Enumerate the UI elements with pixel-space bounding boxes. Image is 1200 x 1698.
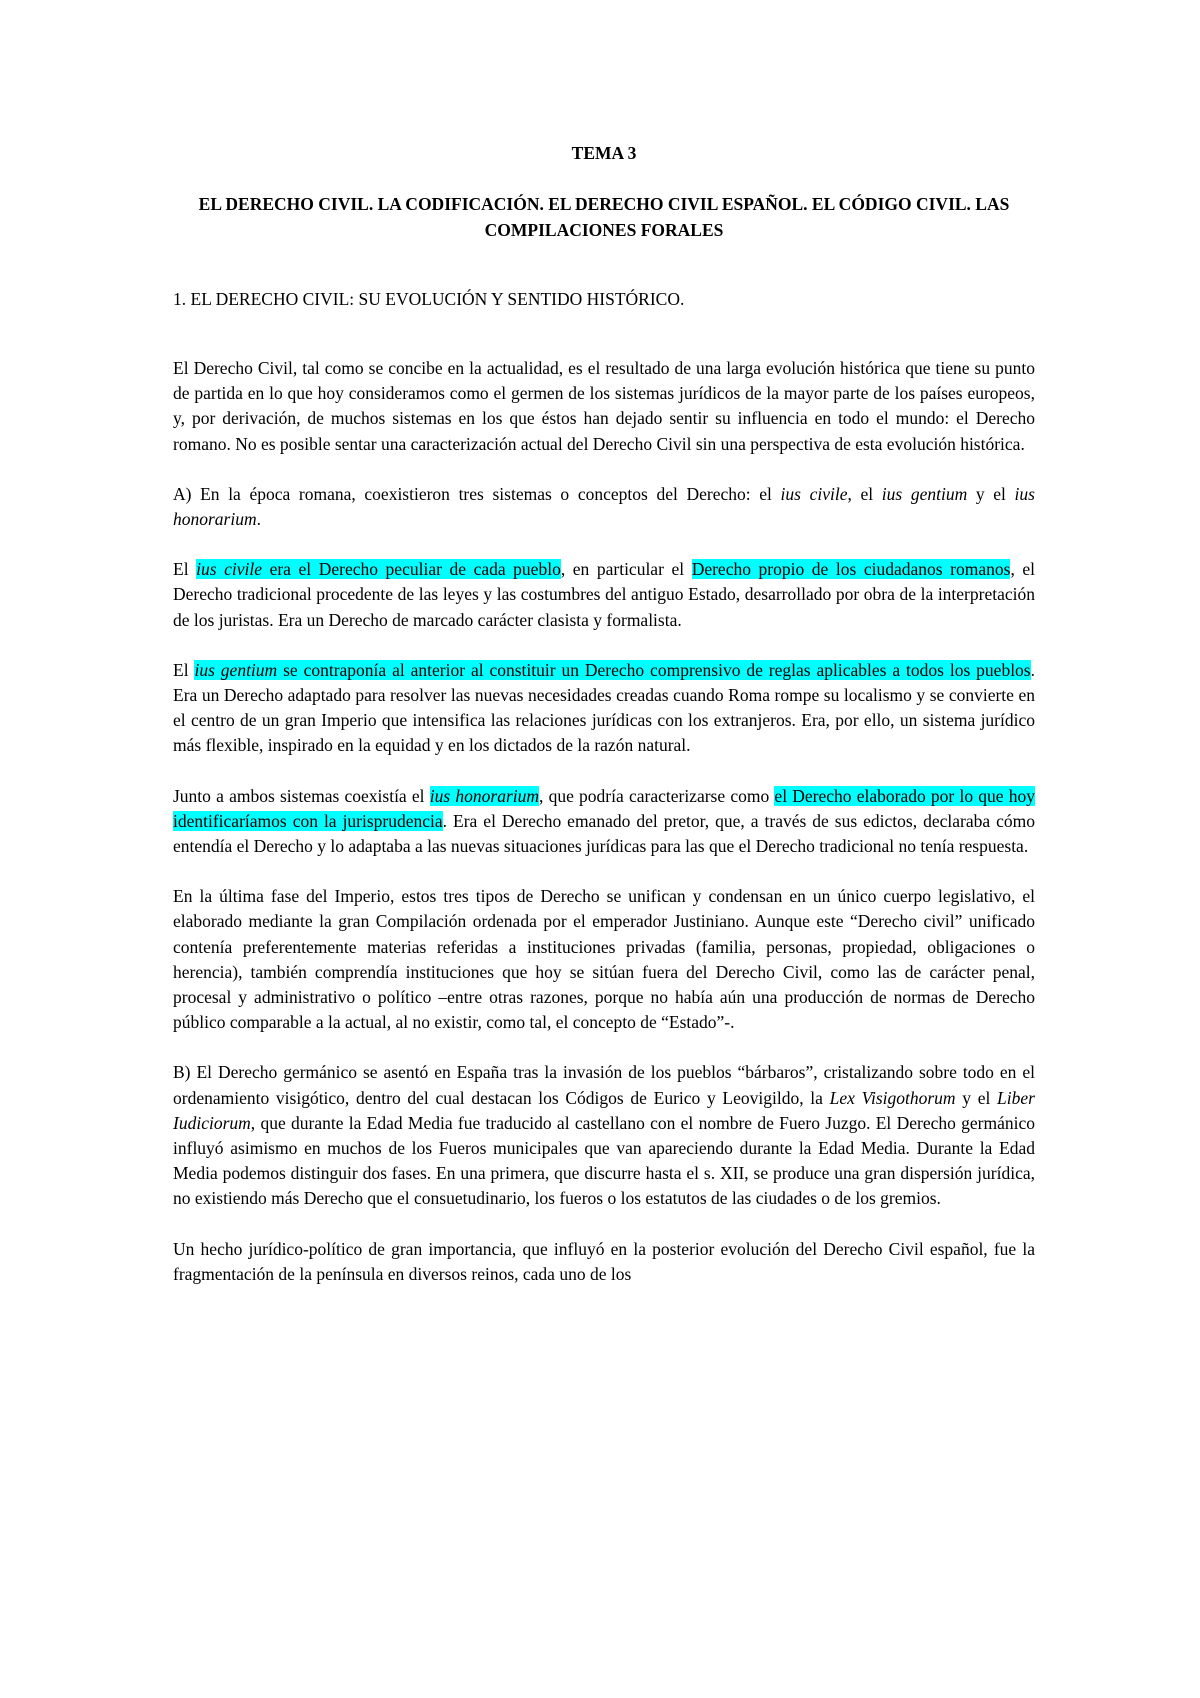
text-run: , el Derecho tradicional procedente de las leyes y las costumbres del antiguo Estado, desarrollado por obra de la interpretación de los juristas. Era un Derecho de marcado carácter clasista y formalista. (173, 559, 1036, 630)
text-run: Junto a ambos sistemas coexistía el (173, 785, 430, 806)
highlight: Derecho propio de los ciudadanos romanos (691, 559, 1011, 580)
paragraph-ius-honorarium (173, 784, 1035, 860)
text-run: era el Derecho peculiar de cada pueblo (262, 559, 561, 580)
highlight (194, 660, 1030, 680)
paragraph-germanic-law (173, 1060, 1035, 1211)
text-run: B) El Derecho germánico se asentó en España tras la invasión de los pueblos “bárbaros”, cristalizando sobre todo en el ordenamiento visigótico, dentro del cual destacan los Códigos de Eurico y Leovigildo, la (173, 1062, 1035, 1108)
highlight: el Derecho elaborado por lo que hoy identificaríamos con la jurisprudencia (173, 785, 1035, 831)
document-content (173, 140, 1035, 1287)
section-heading: 1. EL DERECHO CIVIL: SU EVOLUCIÓN Y SENTIDO HISTÓRICO. (173, 289, 685, 309)
tema-heading: TEMA 3 (571, 143, 637, 163)
text-run: El (173, 659, 195, 680)
text-run: . Era un Derecho adaptado para resolver las nuevas necesidades creadas cuando Roma rompe su localismo y se convierte en el centro de un gran Imperio que intensifica las relaciones jurídicas con los extranjeros. Era, por ello, un sistema jurídico más flexible, inspirado en la equidad y en los dictados de la razón natural. (173, 659, 1035, 756)
text-run: , que podría caracterizarse como (539, 785, 775, 806)
italic-term: ius gentium (881, 483, 968, 504)
text-run: . (256, 509, 261, 530)
text-run: y el (955, 1087, 998, 1108)
paragraph-intro: El Derecho Civil, tal como se concibe en la actualidad, es el resultado de una larga evolución histórica que tiene su punto de partida en lo que hoy consideramos como el germen de los sistemas jurídicos de la mayor parte de los países europeos, y, por derivación, de muchos sistemas en los que éstos han dejado sentir su influencia en todo el mundo: el Derecho romano. No es posible sentar una caracterización actual del Derecho Civil sin una perspectiva de esta evolución histórica. (173, 358, 1035, 454)
italic-term: Lex Visigothorum (829, 1087, 956, 1108)
text-run: , el (847, 483, 882, 504)
highlight (196, 559, 561, 579)
italic-term: Liber Iudiciorum (173, 1087, 1035, 1133)
paragraph-ius-gentium (173, 658, 1035, 759)
paragraph-fragmentation: Un hecho jurídico-político de gran importancia, que influyó en la posterior evolución del Derecho Civil español, fue la fragmentación de la península en diversos reinos, cada uno de los (173, 1238, 1035, 1284)
text-run: . Era el Derecho emanado del pretor, que, a través de sus edictos, declaraba cómo entendía el Derecho y lo adaptaba a las nuevas situaciones jurídicas para las que el Derecho tradicional no tenía respuesta. (173, 810, 1035, 857)
paragraph-justinian: En la última fase del Imperio, estos tres tipos de Derecho se unifican y condensan en un único cuerpo legislativo, el elaborado mediante la gran Compilación ordenada por el emperador Justiniano. Aunque este “Derecho civil” unificado contenía preferentemente materias referidas a instituciones privadas (familia, personas, propiedad, obligaciones o herencia), también comprendía instituciones que hoy se sitúan fuera del Derecho Civil, como las de carácter penal, procesal y administrativo o político –entre otras razones, porque no había aún una producción de normas de Derecho público comparable a la actual, al no existir, como tal, el concepto de “Estado”-. (173, 886, 1035, 1033)
italic-term: ius honorarium (429, 785, 539, 806)
italic-term: ius civile (780, 483, 848, 504)
text-run: El (173, 559, 197, 580)
paragraph-ius-civile (173, 557, 1035, 633)
italic-term: ius civile (196, 559, 263, 580)
text-run: A) En la época romana, coexistieron tres sistemas o conceptos del Derecho: el (173, 483, 781, 504)
italic-term: ius honorarium (173, 483, 1035, 530)
paragraph-roman-systems (173, 482, 1035, 532)
italic-term: ius gentium (194, 659, 278, 680)
text-run: , que durante la Edad Media fue traducido al castellano con el nombre de Fuero Juzgo. El Derecho germánico influyó asimismo en muchos de los Fueros municipales que van apareciendo durante la Edad Media. Durante la Edad Media podemos distinguir dos fases. En una primera, que discurre hasta el s. XII, se produce una gran dispersión jurídica, no existiendo más Derecho que el consuetudinario, los fueros o los estatutos de las ciudades o de los gremios. (173, 1112, 1035, 1209)
text-run: se contraponía al anterior al constituir un Derecho comprensivo de reglas aplicables a todos los pueblos (277, 659, 1031, 680)
text-run: , en particular el (560, 559, 692, 580)
document-title: EL DERECHO CIVIL. LA CODIFICACIÓN. EL DERECHO CIVIL ESPAÑOL. EL CÓDIGO CIVIL. LAS COMPILACIONES FORALES (198, 194, 1010, 240)
text-run: y el (967, 483, 1015, 504)
